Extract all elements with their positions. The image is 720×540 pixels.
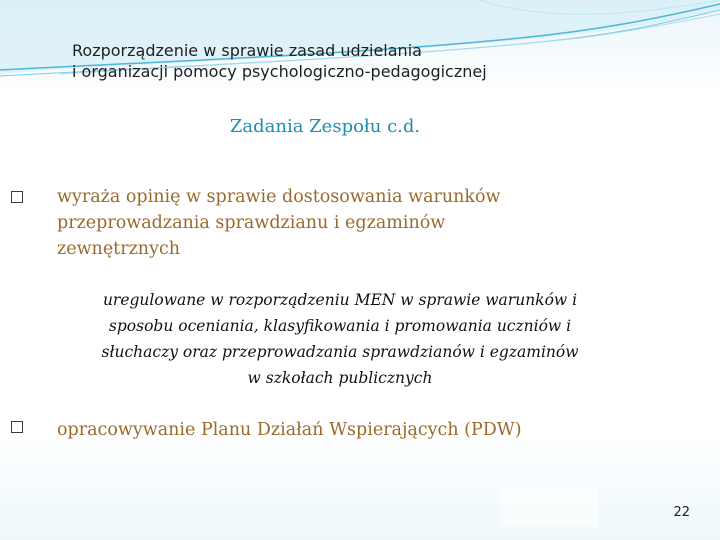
- bullet-item-1-line-1: wyraża opinię w sprawie dostosowania warunków: [57, 187, 501, 207]
- bullet-box-icon: [11, 421, 23, 433]
- note-line-4: w szkołach publicznych: [247, 369, 433, 387]
- bullet-box-icon: [11, 191, 23, 203]
- bullet-item-2: opracowywanie Planu Działań Wspierających (PDW): [57, 420, 522, 440]
- header-line-1: Rozporządzenie w sprawie zasad udzielania: [72, 41, 422, 60]
- note-line-3: słuchaczy oraz przeprowadzania sprawdzianów i egzaminów: [101, 343, 579, 361]
- bullet-item-1: [57, 184, 617, 262]
- regulation-note: [20, 287, 660, 391]
- page-number: 22: [673, 505, 690, 520]
- footer-placeholder: [500, 487, 598, 527]
- header-line-2: i organizacji pomocy psychologiczno-pedagogicznej: [72, 62, 487, 81]
- bullet-item-1-line-2: przeprowadzania sprawdzianu i egzaminów: [57, 213, 446, 233]
- slide-subtitle: Zadania Zespołu c.d.: [229, 116, 421, 137]
- bullet-item-1-line-3: zewnętrznych: [57, 239, 181, 259]
- slide-header: [72, 40, 632, 82]
- note-line-1: uregulowane w rozporządzeniu MEN w sprawie warunków i: [102, 291, 578, 309]
- note-line-2: sposobu oceniania, klasyfikowania i promowania uczniów i: [108, 317, 572, 335]
